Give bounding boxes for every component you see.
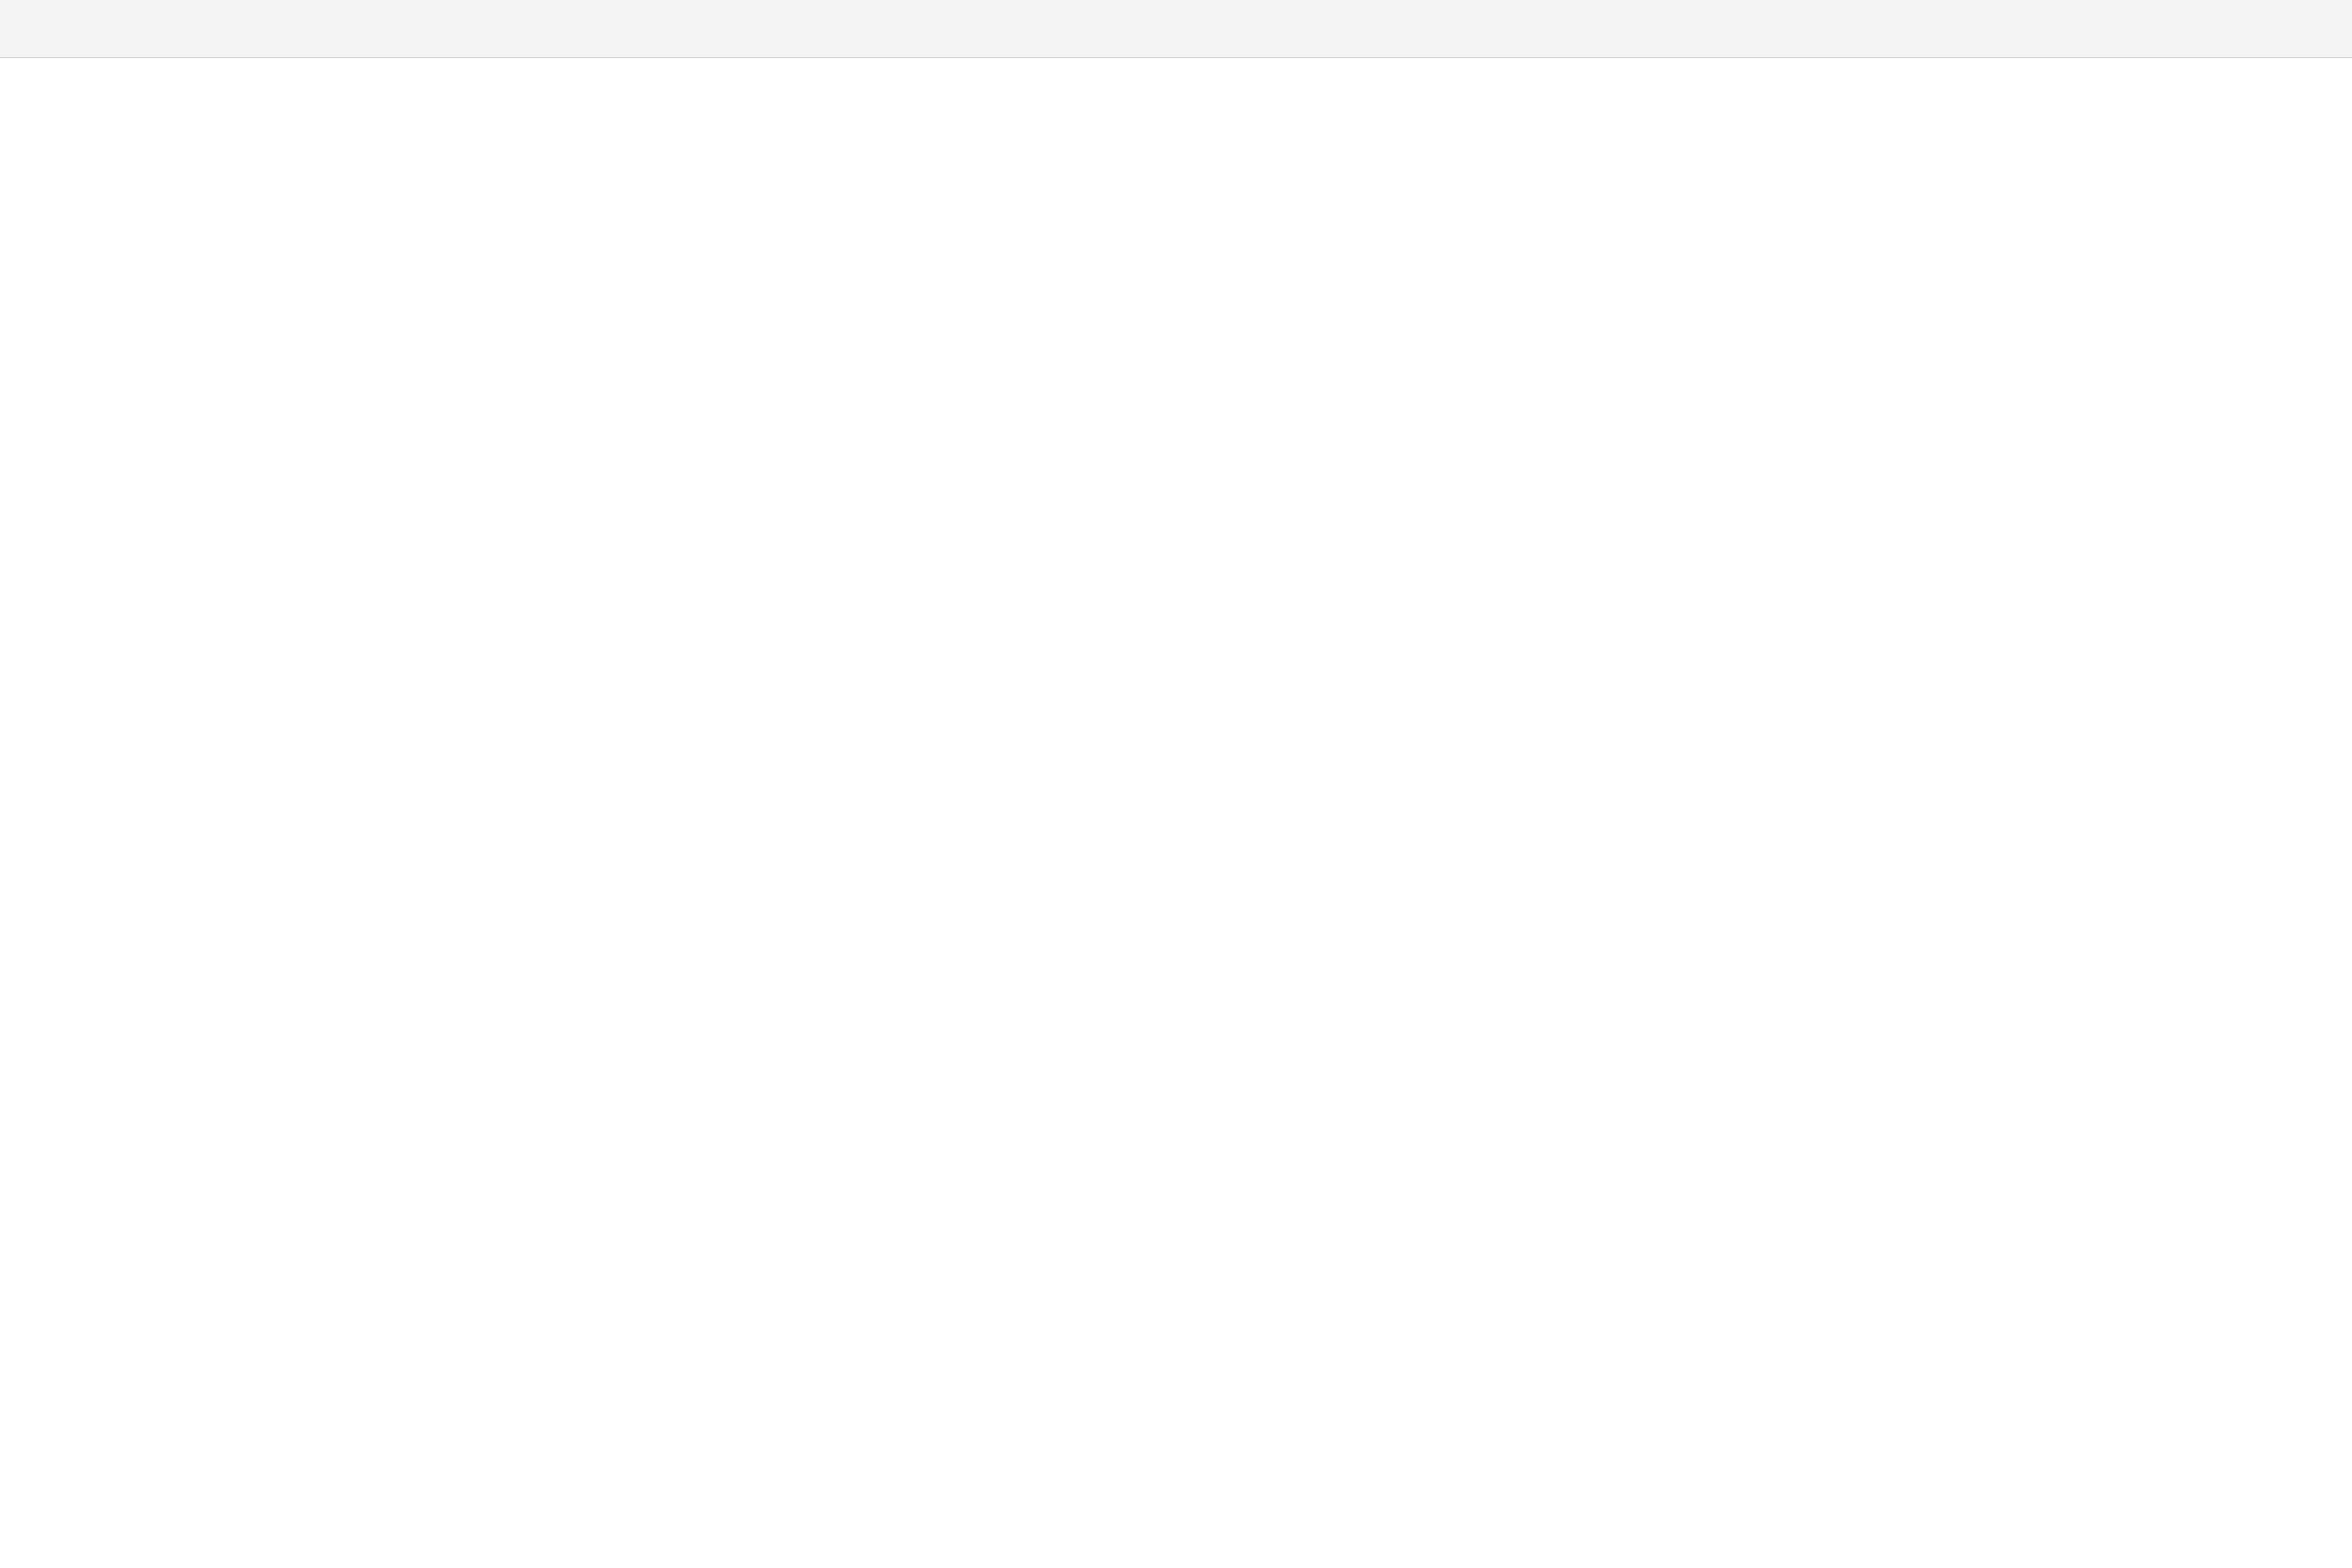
window-title-bar [0,0,2352,58]
main-content-area [0,58,2352,1568]
